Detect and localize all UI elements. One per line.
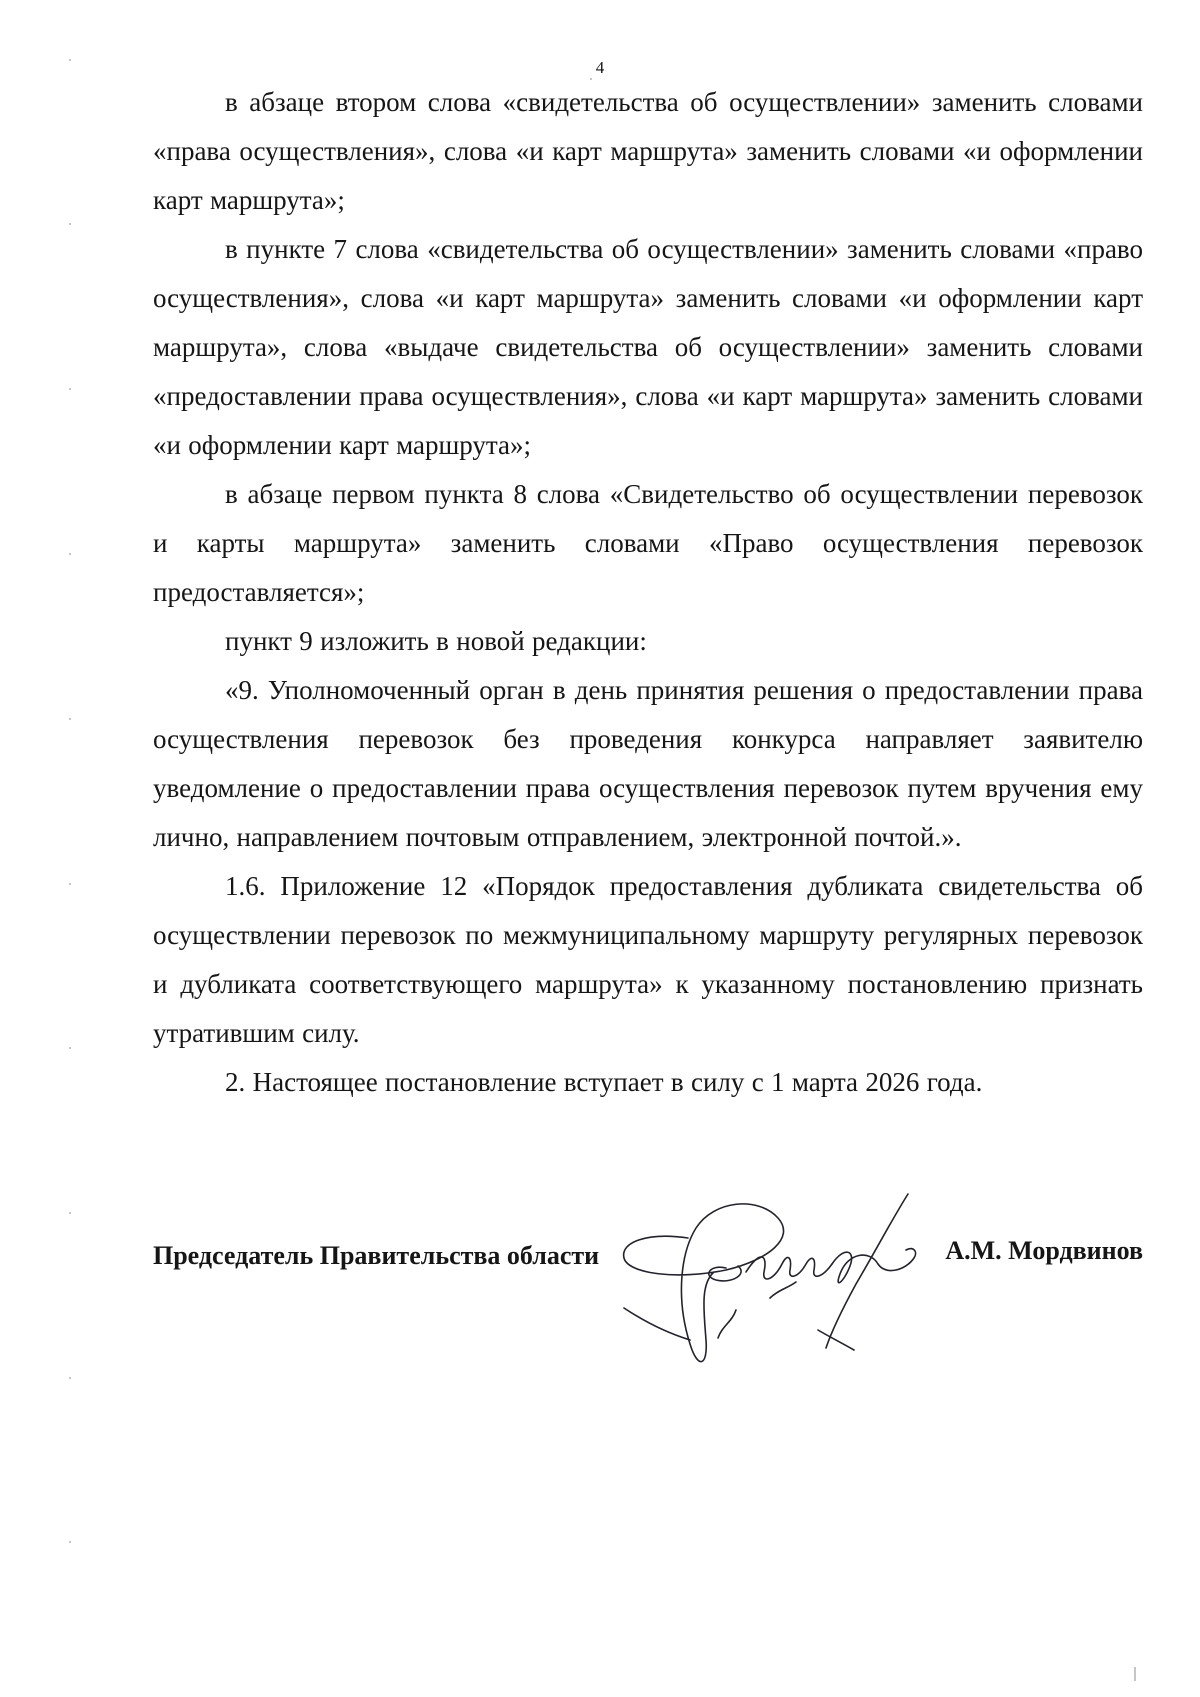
handwritten-signature <box>618 1180 978 1380</box>
signer-name: А.М. Мордвинов <box>945 1236 1143 1265</box>
paragraph-item-2-effective-date: 2. Настоящее постановление вступает в силу с 1 марта 2026 года. <box>225 1067 983 1097</box>
paragraph-paragraph-two-amendment: в абзаце втором слова «свидетельства об осуществлении» заменить словами «права осуществления», слова «и карт маршрута» заменить словами «и оформлении карт маршрута»; <box>153 87 1143 215</box>
paragraph-point-9-intro: пункт 9 изложить в новой редакции: <box>225 626 647 656</box>
paragraph-point-8-amendment: в абзаце первом пункта 8 слова «Свидетельство об осуществлении перевозок и карты маршрута» заменить словами «Право осуществления перевозок предоставляется»; <box>153 479 1143 607</box>
document-body <box>153 78 1143 1107</box>
paragraph-point-9-text: «9. Уполномоченный орган в день принятия решения о предоставлении права осуществления перевозок без проведения конкурса направляет заявителю уведомление о предоставлении права осуществления перевозок путем вручения ему лично, направлением почтовым отправлением, электронной почтой.». <box>153 675 1143 852</box>
paragraph-point-7-amendment: в пункте 7 слова «свидетельства об осуществлении» заменить словами «право осуществления», слова «и карт маршрута» заменить словами «и оформлении карт маршрута», слова «выдаче свидетельства об осуществлении» заменить словами «предоставлении права осуществления», слова «и карт маршрута» заменить словами «и оформлении карт маршрута»; <box>153 234 1143 460</box>
paragraph-item-1-6: 1.6. Приложение 12 «Порядок предоставления дубликата свидетельства об осуществлении перевозок по межмуниципальному маршруту регулярных перевозок и дубликата соответствующего маршрута» к указанному постановлению признать утратившим силу. <box>153 871 1143 1048</box>
signer-position: Председатель Правительства области <box>153 1241 600 1270</box>
page-number: 4 <box>595 58 605 77</box>
